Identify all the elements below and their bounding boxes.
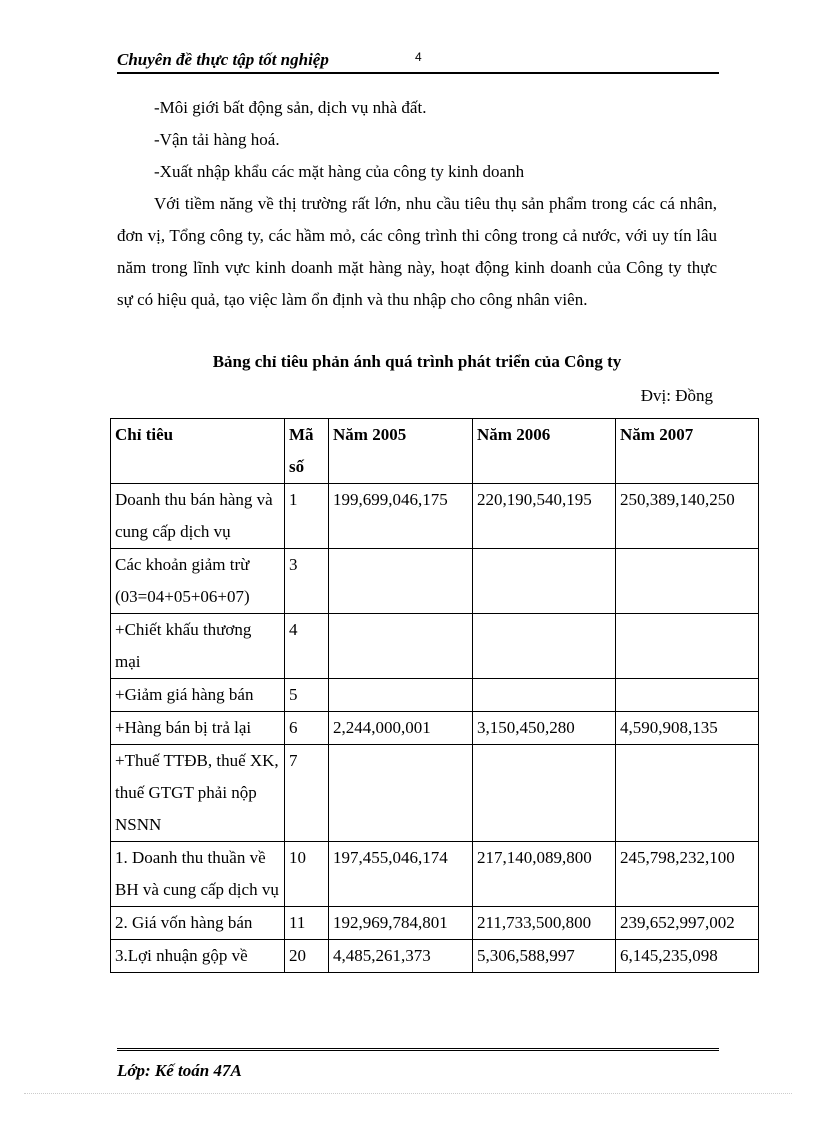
- table-row: [111, 712, 759, 745]
- code-cell: 1: [285, 484, 329, 549]
- value-cell: [616, 549, 759, 614]
- table-row: [111, 614, 759, 679]
- indicator-cell: 3.Lợi nhuận gộp về: [111, 940, 285, 973]
- table-header-row: [111, 419, 759, 484]
- table-row: [111, 842, 759, 907]
- value-cell: [616, 614, 759, 679]
- value-cell: 239,652,997,002: [616, 907, 759, 940]
- code-cell: 4: [285, 614, 329, 679]
- table-row: [111, 745, 759, 842]
- list-item: -Môi giới bất động sản, dịch vụ nhà đất.: [154, 98, 427, 117]
- column-header: Năm 2005: [329, 419, 473, 484]
- column-header: Năm 2007: [616, 419, 759, 484]
- indicator-cell: +Thuế TTĐB, thuế XK, thuế GTGT phải nộp NSNN: [111, 745, 285, 842]
- value-cell: 211,733,500,800: [473, 907, 616, 940]
- page-edge-divider: [24, 1093, 792, 1094]
- indicator-cell: +Hàng bán bị trả lại: [111, 712, 285, 745]
- body-text: [117, 92, 717, 316]
- header-title: Chuyên đề thực tập tốt nghiệp: [117, 50, 329, 69]
- value-cell: [473, 614, 616, 679]
- value-cell: 2,244,000,001: [329, 712, 473, 745]
- page-footer: [117, 1048, 719, 1081]
- indicator-cell: 2. Giá vốn hàng bán: [111, 907, 285, 940]
- value-cell: 4,590,908,135: [616, 712, 759, 745]
- value-cell: 220,190,540,195: [473, 484, 616, 549]
- value-cell: 4,485,261,373: [329, 940, 473, 973]
- table-row: [111, 679, 759, 712]
- code-cell: 3: [285, 549, 329, 614]
- table-row: [111, 907, 759, 940]
- body-paragraph: Với tiềm năng về thị trường rất lớn, nhu cầu tiêu thụ sản phẩm trong các cá nhân, đơn vị, Tổng công ty, các hầm mỏ, các công trình thi công trong cả nước, với uy tín lâu năm trong lĩnh vực kinh doanh mặt hàng này, hoạt động kinh doanh của Công ty thực sự có hiệu quả, tạo việc làm ổn định và thu nhập cho công nhân viên.: [117, 194, 717, 309]
- value-cell: 217,140,089,800: [473, 842, 616, 907]
- value-cell: 199,699,046,175: [329, 484, 473, 549]
- value-cell: [473, 549, 616, 614]
- value-cell: [329, 745, 473, 842]
- value-cell: 192,969,784,801: [329, 907, 473, 940]
- list-item: -Vận tải hàng hoá.: [154, 130, 280, 149]
- value-cell: [473, 745, 616, 842]
- table-row: [111, 549, 759, 614]
- page-number: 4: [415, 50, 422, 64]
- code-cell: 6: [285, 712, 329, 745]
- column-header: Chỉ tiêu: [111, 419, 285, 484]
- value-cell: [329, 614, 473, 679]
- value-cell: [616, 745, 759, 842]
- column-header: Mã số: [285, 419, 329, 484]
- value-cell: 250,389,140,250: [616, 484, 759, 549]
- table-row: [111, 484, 759, 549]
- code-cell: 10: [285, 842, 329, 907]
- value-cell: [616, 679, 759, 712]
- footer-text: Lớp: Kế toán 47A: [117, 1061, 242, 1080]
- value-cell: 245,798,232,100: [616, 842, 759, 907]
- table-unit: Đvị: Đồng: [640, 386, 713, 405]
- indicator-table: [110, 418, 759, 973]
- column-header: Năm 2006: [473, 419, 616, 484]
- list-item: -Xuất nhập khẩu các mặt hàng của công ty kinh doanh: [154, 162, 525, 181]
- value-cell: [473, 679, 616, 712]
- code-cell: 7: [285, 745, 329, 842]
- value-cell: [329, 679, 473, 712]
- page-header: [117, 48, 719, 74]
- code-cell: 11: [285, 907, 329, 940]
- value-cell: 6,145,235,098: [616, 940, 759, 973]
- code-cell: 20: [285, 940, 329, 973]
- indicator-cell: Các khoản giảm trừ (03=04+05+06+07): [111, 549, 285, 614]
- table-row: [111, 940, 759, 973]
- indicator-cell: Doanh thu bán hàng và cung cấp dịch vụ: [111, 484, 285, 549]
- value-cell: 3,150,450,280: [473, 712, 616, 745]
- footer-divider: [117, 1048, 719, 1051]
- table-title: Bảng chỉ tiêu phản ánh quá trình phát triển của Công ty: [212, 352, 622, 371]
- indicator-cell: +Chiết khấu thương mại: [111, 614, 285, 679]
- indicator-cell: 1. Doanh thu thuần về BH và cung cấp dịch vụ: [111, 842, 285, 907]
- value-cell: 197,455,046,174: [329, 842, 473, 907]
- value-cell: [329, 549, 473, 614]
- code-cell: 5: [285, 679, 329, 712]
- indicator-cell: +Giảm giá hàng bán: [111, 679, 285, 712]
- value-cell: 5,306,588,997: [473, 940, 616, 973]
